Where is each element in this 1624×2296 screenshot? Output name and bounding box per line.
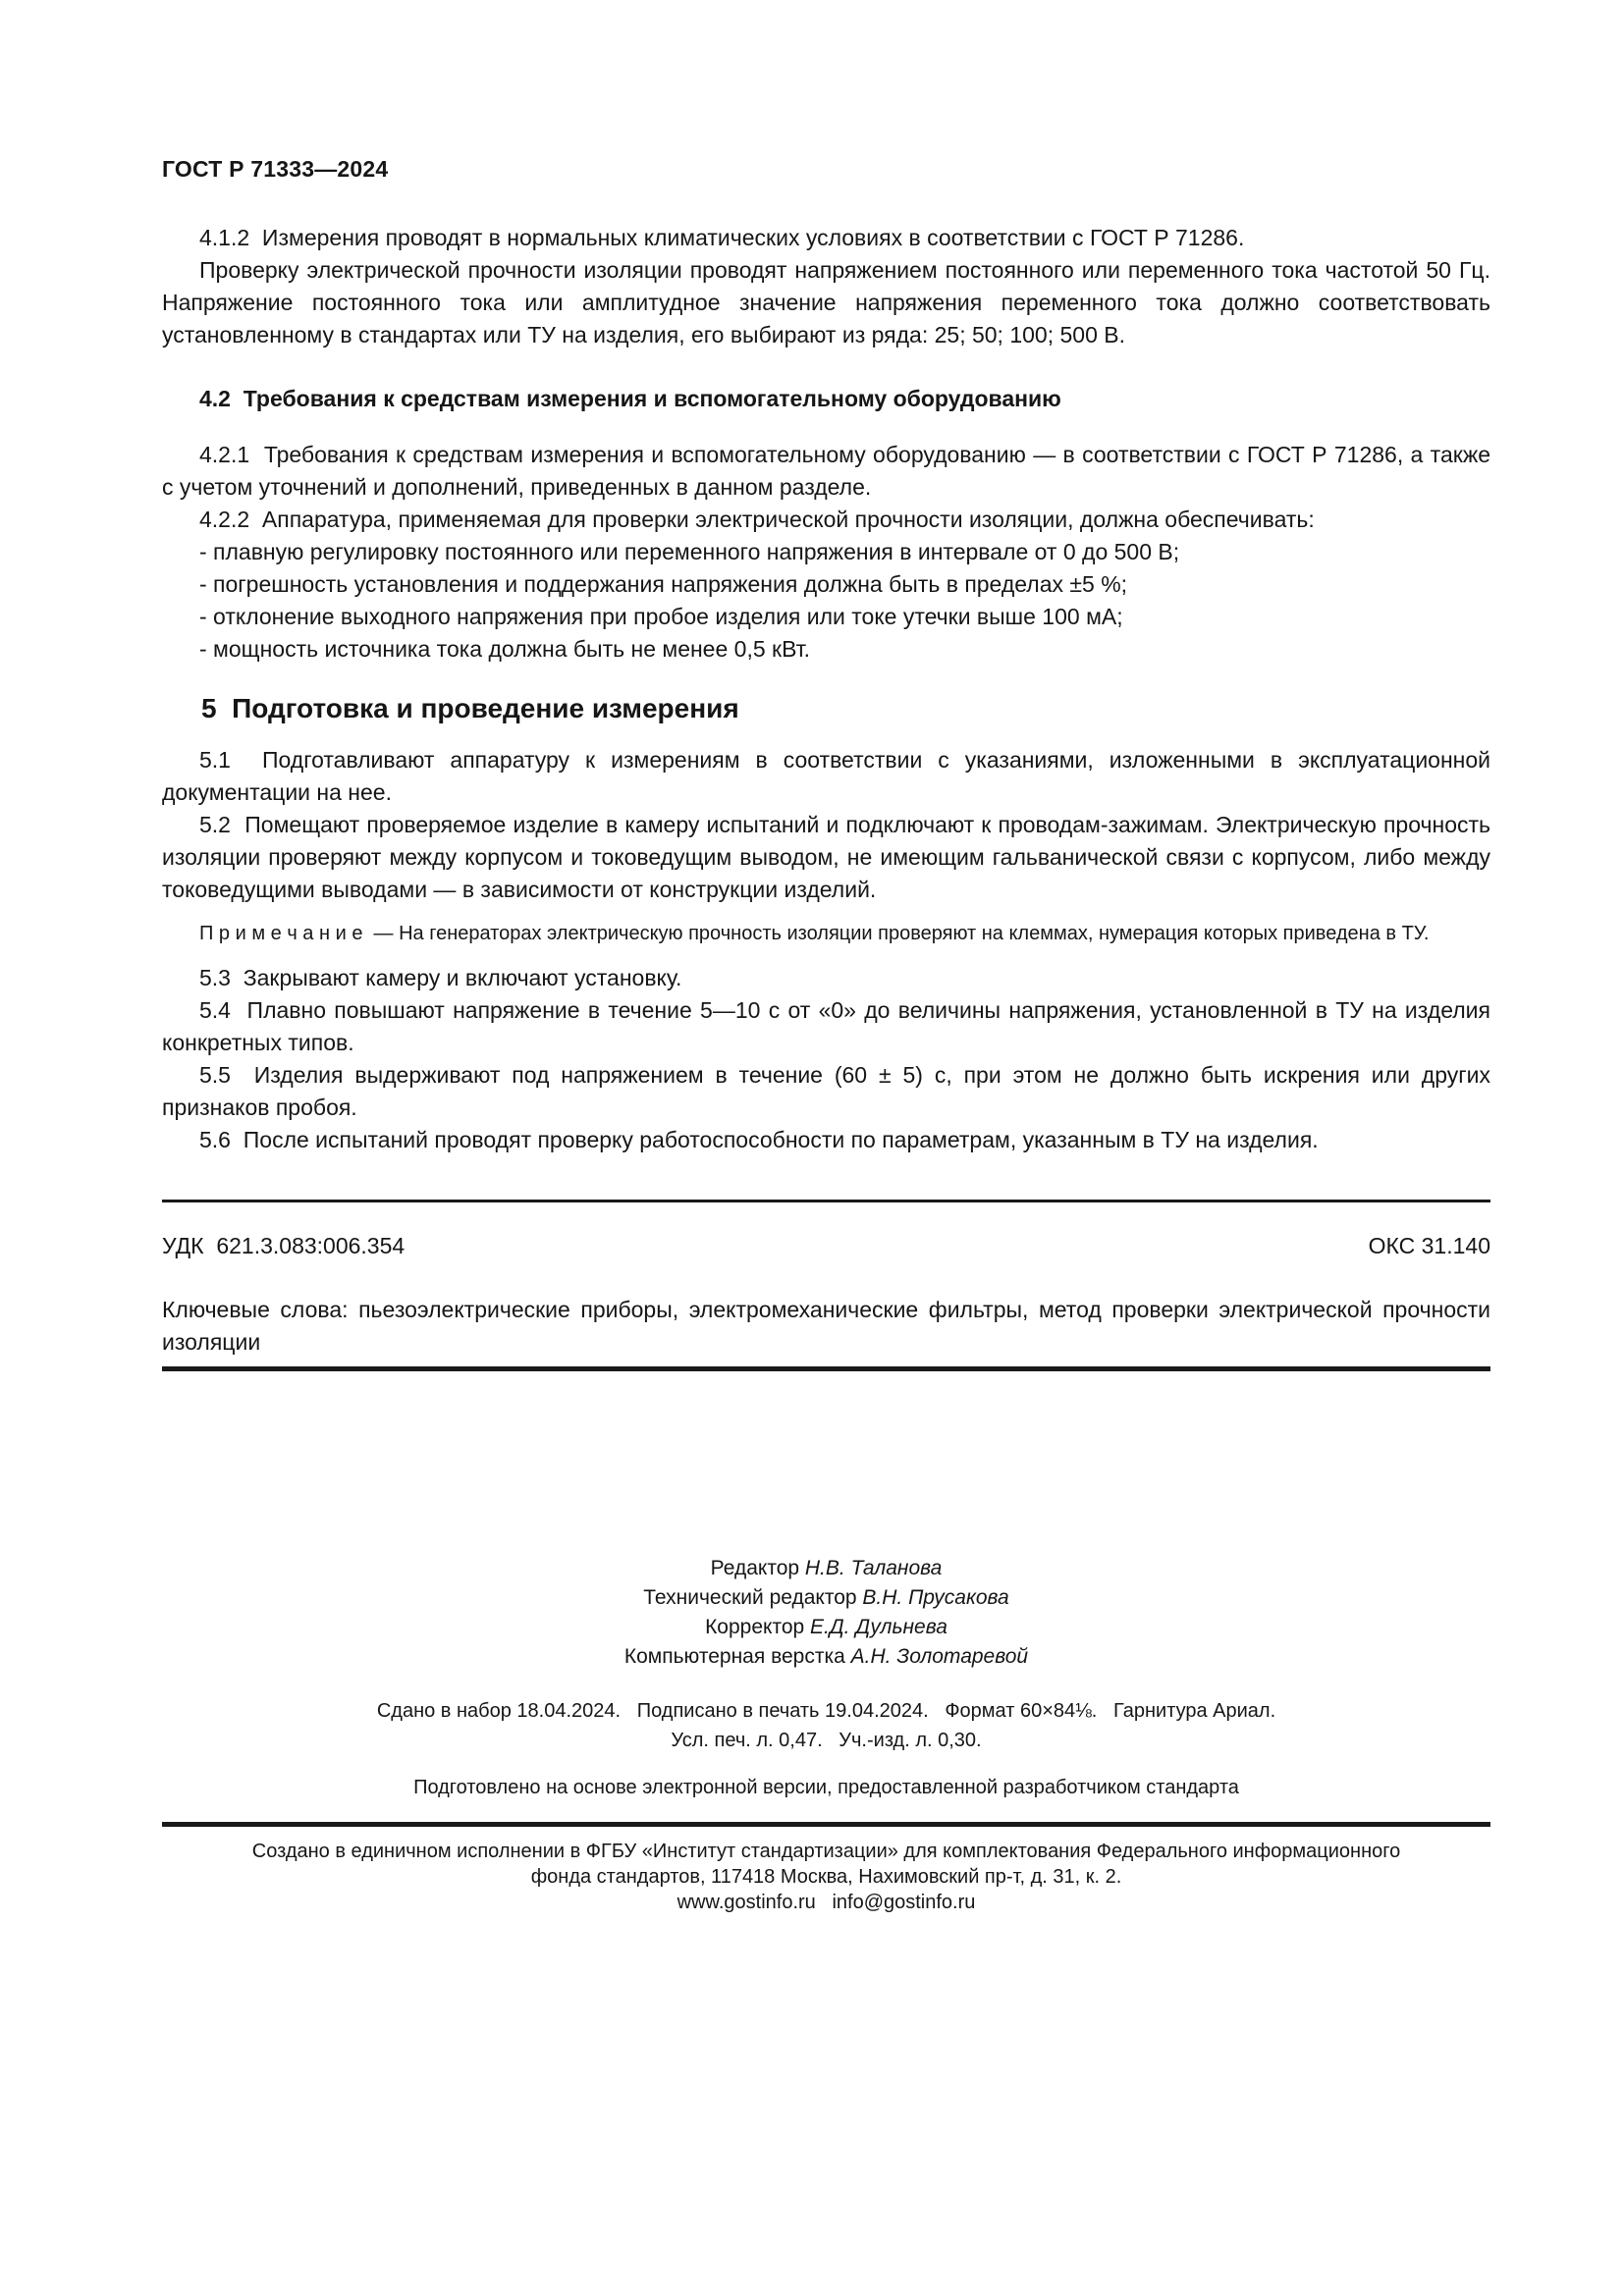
credit-layout xyxy=(162,1642,1490,1672)
para-4-1-2: 4.1.2 Измерения проводят в нормальных климатических условиях в соответствии с ГОСТ Р 71286. xyxy=(199,225,1245,250)
para-5-6: 5.6 После испытаний проводят проверку работоспособности по параметрам, указанным в ТУ на изделия. xyxy=(199,1127,1319,1152)
para-4-1-2-continued: Проверку электрической прочности изоляции проводят напряжением постоянного или переменного тока частотой 50 Гц. Напряжение постоянного тока или амплитудное значение напряжения переменного тока должно соответствовать установленному в стандартах или ТУ на изделия, его выбирают из ряда: 25; 50; 100; 500 В. xyxy=(162,257,1490,347)
heading-4-2: 4.2 Требования к средствам измерения и вспомогательному оборудованию xyxy=(199,386,1061,411)
oks-code: ОКС 31.140 xyxy=(1368,1233,1490,1258)
credit-role: Технический редактор xyxy=(643,1586,863,1609)
imprint-line-2: Усл. печ. л. 0,47. Уч.-изд. л. 0,30. xyxy=(671,1730,982,1751)
credit-role: Корректор xyxy=(705,1616,811,1638)
credit-proofreader xyxy=(162,1613,1490,1642)
para-5-2: 5.2 Помещают проверяемое изделие в камеру испытаний и подключают к проводам-зажимам. Электрическую прочность изоляции проверяют между корпусом и токоведущим выводом, не имеющим гальванической связи с корпусом, либо между токоведущими выводами — в зависимости от конструкции изделий. xyxy=(162,812,1490,902)
publisher-block xyxy=(162,1839,1490,1915)
meta-row xyxy=(162,1230,1490,1262)
note-text: П р и м е ч а н и е — На генераторах электрическую прочность изоляции проверяют на клеммах, нумерация которых приведена в ТУ. xyxy=(199,923,1430,944)
divider-meta-bottom xyxy=(162,1366,1490,1371)
credit-name: А.Н. Золотаревой xyxy=(850,1645,1029,1668)
para-5-1: 5.1 Подготавливают аппаратуру к измерениям в соответствии с указаниями, изложенными в эксплуатационной документации на нее. xyxy=(162,747,1490,805)
credit-name: Н.В. Таланова xyxy=(804,1557,943,1579)
udk-code: УДК 621.3.083:006.354 xyxy=(162,1233,406,1258)
divider-publisher xyxy=(162,1822,1490,1827)
page-content xyxy=(162,155,1490,1915)
imprint-line-1: Сдано в набор 18.04.2024. Подписано в печать 19.04.2024. Формат 60×84⅛. Гарнитура Ариал. xyxy=(376,1700,1276,1722)
para-5-5: 5.5 Изделия выдерживают под напряжением в течение (60 ± 5) с, при этом не должно быть искрения или других признаков пробоя. xyxy=(162,1062,1490,1120)
credit-role: Редактор xyxy=(710,1557,805,1579)
list-item-power: - мощность источника тока должна быть не менее 0,5 кВт. xyxy=(199,636,811,662)
imprint-block xyxy=(162,1696,1490,1755)
doc-code: ГОСТ Р 71333—2024 xyxy=(162,156,389,182)
publisher-line-2: фонда стандартов, 117418 Москва, Нахимовский пр-т, д. 31, к. 2. xyxy=(530,1866,1122,1888)
publisher-contacts: www.gostinfo.ru info@gostinfo.ru xyxy=(677,1892,976,1913)
credit-name: В.Н. Прусакова xyxy=(862,1586,1009,1609)
list-item-accuracy: - погрешность установления и поддержания напряжения должна быть в пределах ±5 %; xyxy=(199,571,1128,597)
para-4-2-2: 4.2.2 Аппаратура, применяемая для проверки электрической прочности изоляции, должна обеспечивать: xyxy=(199,507,1315,532)
list-item-deviation: - отклонение выходного напряжения при пробое изделия или токе утечки выше 100 мА; xyxy=(199,604,1123,629)
keywords: Ключевые слова: пьезоэлектрические приборы, электромеханические фильтры, метод проверки электрической прочности изоляции xyxy=(162,1297,1490,1355)
credit-technical-editor xyxy=(162,1583,1490,1613)
credit-editor xyxy=(162,1554,1490,1583)
credit-name: Е.Д. Дульнева xyxy=(810,1616,947,1638)
credits-block xyxy=(162,1554,1490,1672)
para-4-2-1: 4.2.1 Требования к средствам измерения и вспомогательному оборудованию — в соответствии с ГОСТ Р 71286, а также с учетом уточнений и дополнений, приведенных в данном разделе. xyxy=(162,442,1490,500)
heading-5: 5 Подготовка и проведение измерения xyxy=(201,693,739,723)
para-5-3: 5.3 Закрывают камеру и включают установку. xyxy=(199,965,682,990)
prepared-note: Подготовлено на основе электронной версии, предоставленной разработчиком стандарта xyxy=(413,1777,1239,1798)
divider-meta-top xyxy=(162,1200,1490,1202)
list-item-voltage-regulation: - плавную регулировку постоянного или переменного напряжения в интервале от 0 до 500 В; xyxy=(199,539,1180,564)
credit-role: Компьютерная верстка xyxy=(623,1645,851,1668)
publisher-line-1: Создано в единичном исполнении в ФГБУ «Институт стандартизации» для комплектования Федерального информационного xyxy=(251,1841,1401,1862)
para-5-4: 5.4 Плавно повышают напряжение в течение 5—10 с от «0» до величины напряжения, установленной в ТУ на изделия конкретных типов. xyxy=(162,997,1490,1055)
